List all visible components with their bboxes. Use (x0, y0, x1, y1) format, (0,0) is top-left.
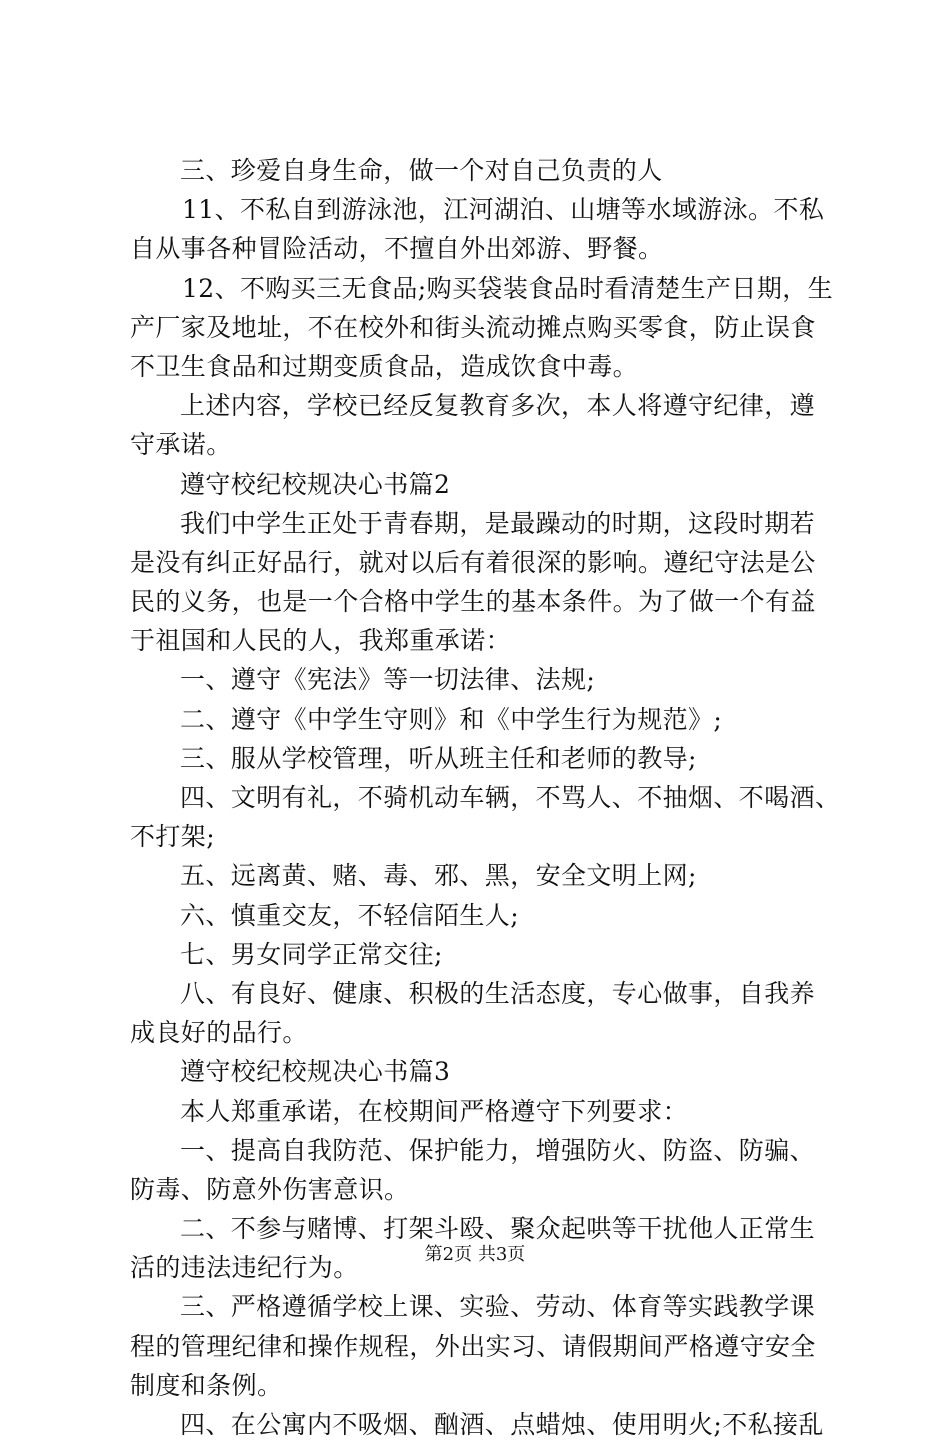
list-item-continuation: 制度和条例。 (130, 1370, 283, 1400)
paragraph-line: 11、不私自到游泳池，江河湖泊、山塘等水域游泳。不私 (182, 195, 825, 225)
list-item: 五、远离黄、赌、毒、邪、黑，安全文明上网; (180, 861, 697, 891)
list-item: 二、不参与赌博、打架斗殴、聚众起哄等干扰他人正常生 (180, 1214, 816, 1244)
paragraph-line: 民的义务，也是一个合格中学生的基本条件。为了做一个有益 (130, 587, 816, 617)
list-item-continuation: 成良好的品行。 (130, 1018, 308, 1048)
list-item: 三、服从学校管理，听从班主任和老师的教导; (180, 743, 697, 773)
section-heading: 三、珍爱自身生命，做一个对自己负责的人 (180, 156, 663, 185)
paragraph-line: 守承诺。 (130, 430, 232, 460)
list-item: 三、严格遵循学校上课、实验、劳动、体育等实践教学课 (180, 1292, 816, 1322)
paragraph-line: 是没有纠正好品行，就对以后有着很深的影响。遵纪守法是公 (130, 547, 816, 577)
list-item: 四、在公寓内不吸烟、酗酒、点蜡烛、使用明火;不私接乱 (180, 1410, 824, 1439)
list-item-continuation: 程的管理纪律和操作规程，外出实习、请假期间严格遵守安全 (130, 1331, 816, 1361)
list-item: 六、慎重交友，不轻信陌生人; (180, 900, 520, 930)
list-item: 八、有良好、健康、积极的生活态度，专心做事，自我养 (180, 978, 816, 1008)
paragraph-line: 本人郑重承诺，在校期间严格遵守下列要求： (180, 1096, 689, 1126)
paragraph-line: 产厂家及地址，不在校外和街头流动摊点购买零食，防止误食 (130, 312, 816, 342)
list-item: 四、文明有礼，不骑机动车辆，不骂人、不抽烟、不喝酒、 (180, 783, 841, 812)
list-item-continuation: 活的违法违纪行为。 (130, 1253, 359, 1283)
paragraph-line: 不卫生食品和过期变质食品，造成饮食中毒。 (130, 351, 639, 381)
section-heading: 遵守校纪校规决心书篇2 (180, 469, 451, 499)
paragraph-line: 自从事各种冒险活动，不擅自外出郊游、野餐。 (130, 234, 664, 264)
list-item: 一、遵守《宪法》等一切法律、法规; (180, 665, 596, 695)
list-item: 一、提高自我防范、保护能力，增强防火、防盗、防骗、 (180, 1135, 816, 1165)
paragraph-line: 于祖国和人民的人，我郑重承诺： (130, 626, 512, 656)
list-item-continuation: 防毒、防意外伤害意识。 (130, 1174, 410, 1204)
list-item: 七、男女同学正常交往; (180, 939, 443, 969)
list-item: 二、遵守《中学生守则》和《中学生行为规范》; (180, 704, 723, 734)
paragraph-line: 12、不购买三无食品;购买袋装食品时看清楚生产日期，生 (182, 273, 834, 303)
list-item-continuation: 不打架; (130, 822, 216, 852)
paragraph-line: 我们中学生正处于青春期，是最躁动的时期，这段时期若 (180, 508, 816, 538)
page-number-footer: 第2页 共3页 (424, 1244, 526, 1265)
paragraph-line: 上述内容，学校已经反复教育多次，本人将遵守纪律，遵 (180, 391, 816, 421)
section-heading: 遵守校纪校规决心书篇3 (180, 1057, 451, 1087)
